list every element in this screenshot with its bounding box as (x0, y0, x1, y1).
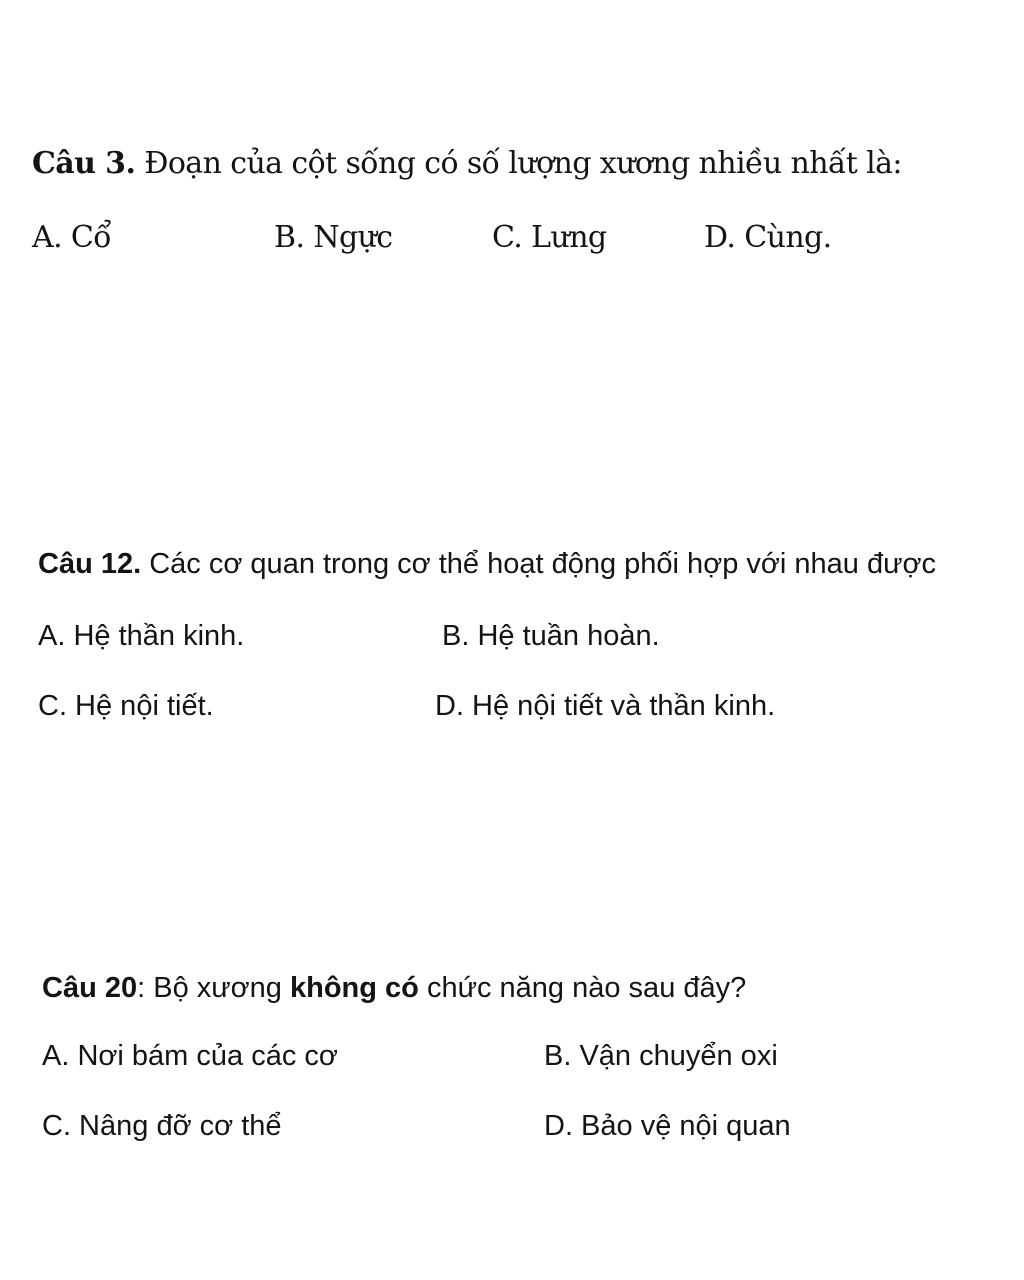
question-3-option-b: B. Ngực (274, 220, 393, 255)
question-3-text: Đoạn của cột sống có số lượng xương nhiều nhất là: (135, 146, 902, 181)
question-12-option-a: A. Hệ thần kinh. (38, 620, 245, 652)
question-20-option-c: C. Nâng đỡ cơ thể (42, 1110, 282, 1142)
question-20-text-before: : Bộ xương (137, 972, 290, 1004)
question-3-option-c: C. Lưng (492, 220, 607, 255)
question-3-option-d: D. Cùng. (704, 220, 832, 255)
question-12-option-d: D. Hệ nội tiết và thần kinh. (435, 690, 776, 722)
question-20-emphasis: không có (290, 972, 419, 1004)
question-20-option-d: D. Bảo vệ nội quan (544, 1110, 791, 1142)
question-20-label: Câu 20 (42, 972, 138, 1004)
question-20-text-after: chức năng nào sau đây? (418, 972, 747, 1004)
question-20-option-a: A. Nơi bám của các cơ (42, 1040, 338, 1072)
question-12-option-b: B. Hệ tuần hoàn. (442, 620, 660, 652)
question-3-option-a: A. Cổ (32, 220, 112, 255)
question-12-label: Câu 12. (38, 548, 142, 580)
question-12-text: Các cơ quan trong cơ thể hoạt động phối hợp với nhau được (141, 548, 937, 580)
question-3-stem (32, 146, 902, 181)
question-20-option-b: B. Vận chuyển oxi (544, 1040, 778, 1072)
question-12-stem (38, 548, 1024, 581)
question-12-option-c: C. Hệ nội tiết. (38, 690, 214, 722)
question-20-stem (42, 972, 746, 1005)
question-3-label: Câu 3. (32, 146, 136, 181)
